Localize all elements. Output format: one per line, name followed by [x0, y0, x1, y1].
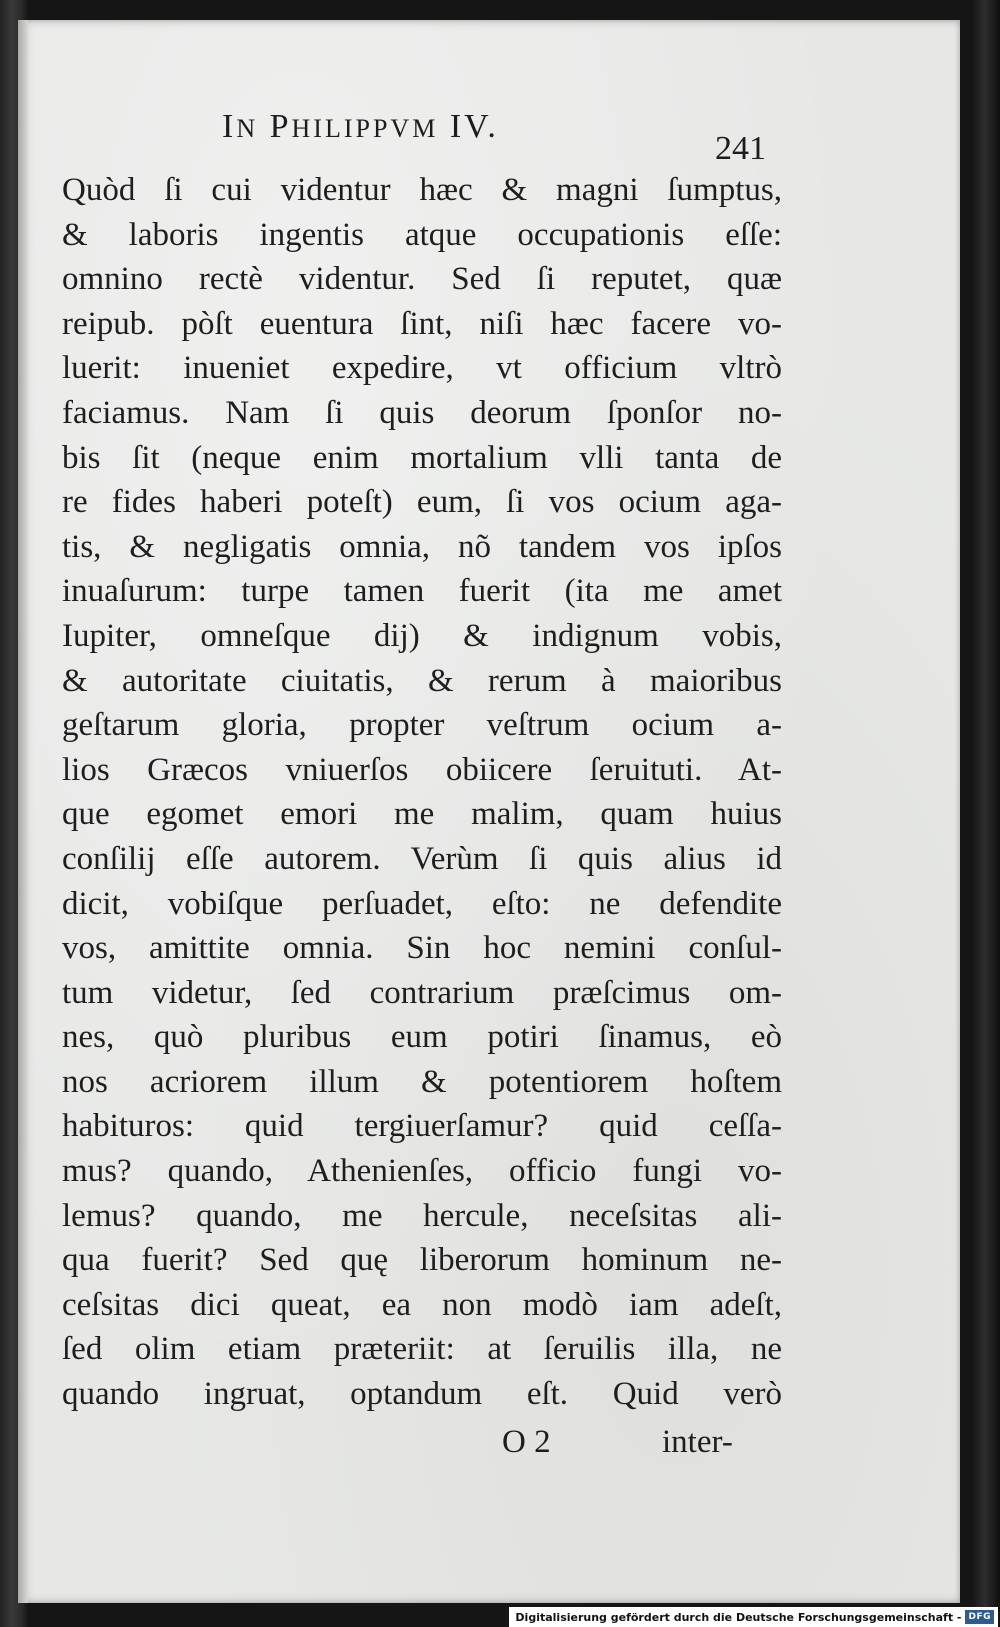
running-head-initial: I	[222, 108, 237, 145]
text-line: mus? quando, Athenienſes, officio fungi vo-	[62, 1153, 782, 1190]
running-head-word-rest: HILIPPVM	[291, 114, 439, 143]
text-line: nos acriorem illum & potentiorem hoſtem	[62, 1063, 782, 1100]
text-line: Iupiter, omneſque dij) & indignum vobis,	[62, 617, 782, 654]
text-line: habituros: quid tergiuerſamur? quid ceſſa-	[62, 1108, 782, 1145]
text-line: & laboris ingentis atque occupationis eſſe:	[62, 216, 782, 253]
text-line: nes, quò pluribus eum potiri ſinamus, eò	[62, 1019, 782, 1056]
text-line: ſed olim etiam præteriit: at ſeruilis illa, ne	[62, 1331, 782, 1368]
page-footer	[62, 1424, 782, 1468]
text-line: geſtarum gloria, propter veſtrum ocium a-	[62, 707, 782, 744]
text-line: ceſsitas dici queat, ea non modò iam adeſt,	[62, 1286, 782, 1323]
text-line: lios Græcos vniuerſos obiicere ſeruituti. At-	[62, 751, 782, 788]
text-line: conſilij eſſe autorem. Verùm ſi quis alius id	[62, 840, 782, 877]
text-line: que egomet emori me malim, quam huius	[62, 796, 782, 833]
text-line: re fides haberi poteſt) eum, ſi vos ocium aga-	[62, 484, 782, 521]
running-head-initial-small: N	[236, 114, 259, 143]
text-line: inuaſurum: turpe tamen fuerit (ita me amet	[62, 573, 782, 610]
catchword: inter-	[662, 1424, 733, 1460]
body-text	[62, 168, 782, 1417]
text-line: qua fuerit? Sed quę liberorum hominum ne-	[62, 1242, 782, 1279]
text-line: luerit: inueniet expedire, vt officium vltrò	[62, 350, 782, 387]
text-line: Quòd ſi cui videntur hæc & magni ſumptus,	[62, 172, 782, 208]
page-number: 241	[715, 130, 766, 167]
text-line: dicit, vobiſque perſuadet, eſto: ne defendite	[62, 885, 782, 922]
text-line: & autoritate ciuitatis, & rerum à maioribus	[62, 662, 782, 699]
text-line: tum videtur, ſed contrarium præſcimus om-	[62, 974, 782, 1011]
digitization-credit-text: Digitalisierung gefördert durch die Deutsche Forschungsgemeinschaft -	[515, 1610, 962, 1624]
running-head	[222, 108, 499, 146]
text-line: vos, amittite omnia. Sin hoc nemini conſul-	[62, 930, 782, 967]
running-head-word-cap: P	[269, 108, 292, 145]
text-line: bis ſit (neque enim mortalium vlli tanta de	[62, 439, 782, 476]
text-line: omnino rectè videntur. Sed ſi reputet, quæ	[62, 261, 782, 298]
running-head-number: IV.	[449, 108, 499, 145]
dfg-logo-icon: DFG	[965, 1610, 994, 1624]
text-line: quando ingruat, optandum eſt. Quid verò	[62, 1376, 782, 1413]
text-line: faciamus. Nam ſi quis deorum ſponſor no-	[62, 394, 782, 431]
digitization-credit-banner	[509, 1607, 998, 1627]
text-line: tis, & negligatis omnia, nõ tandem vos ipſos	[62, 528, 782, 565]
signature-mark: O 2	[502, 1424, 551, 1460]
text-line: lemus? quando, me hercule, neceſsitas ali-	[62, 1197, 782, 1234]
text-line: reipub. pòſt euentura ſint, niſi hæc facere vo-	[62, 305, 782, 342]
page-gutter-shadow	[18, 20, 28, 1603]
